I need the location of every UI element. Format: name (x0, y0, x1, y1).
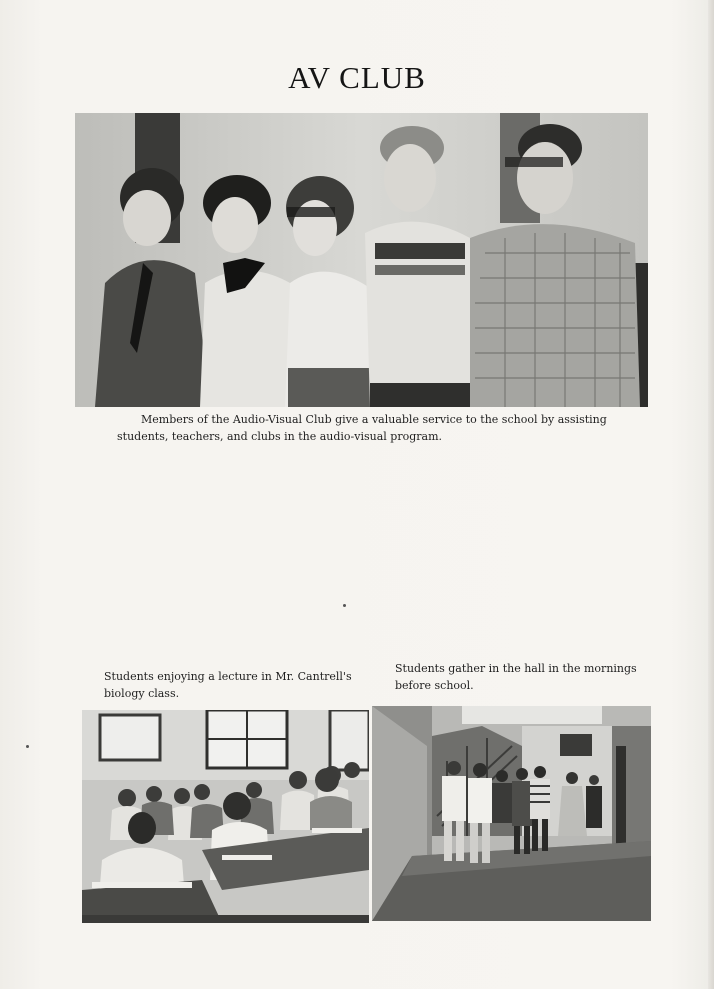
page-speck (343, 604, 346, 607)
biology-class-photo (82, 710, 369, 923)
hallway-photo (372, 706, 651, 921)
page-title: AV CLUB (288, 60, 426, 95)
club-group-caption: Members of the Audio-Visual Club give a valuable service to the school by assisting students, teachers, and clubs in the audio-visual program. (117, 413, 607, 443)
biology-class-illustration (82, 710, 369, 923)
hallway-caption: Students gather in the hall in the mornings before school. (395, 662, 637, 692)
page-speck (26, 745, 29, 748)
hallway-illustration (372, 706, 651, 921)
page-edge (708, 0, 714, 989)
club-group-illustration (75, 113, 648, 407)
club-group-photo (75, 113, 648, 407)
biology-class-caption: Students enjoying a lecture in Mr. Cantrell's biology class. (104, 670, 352, 700)
